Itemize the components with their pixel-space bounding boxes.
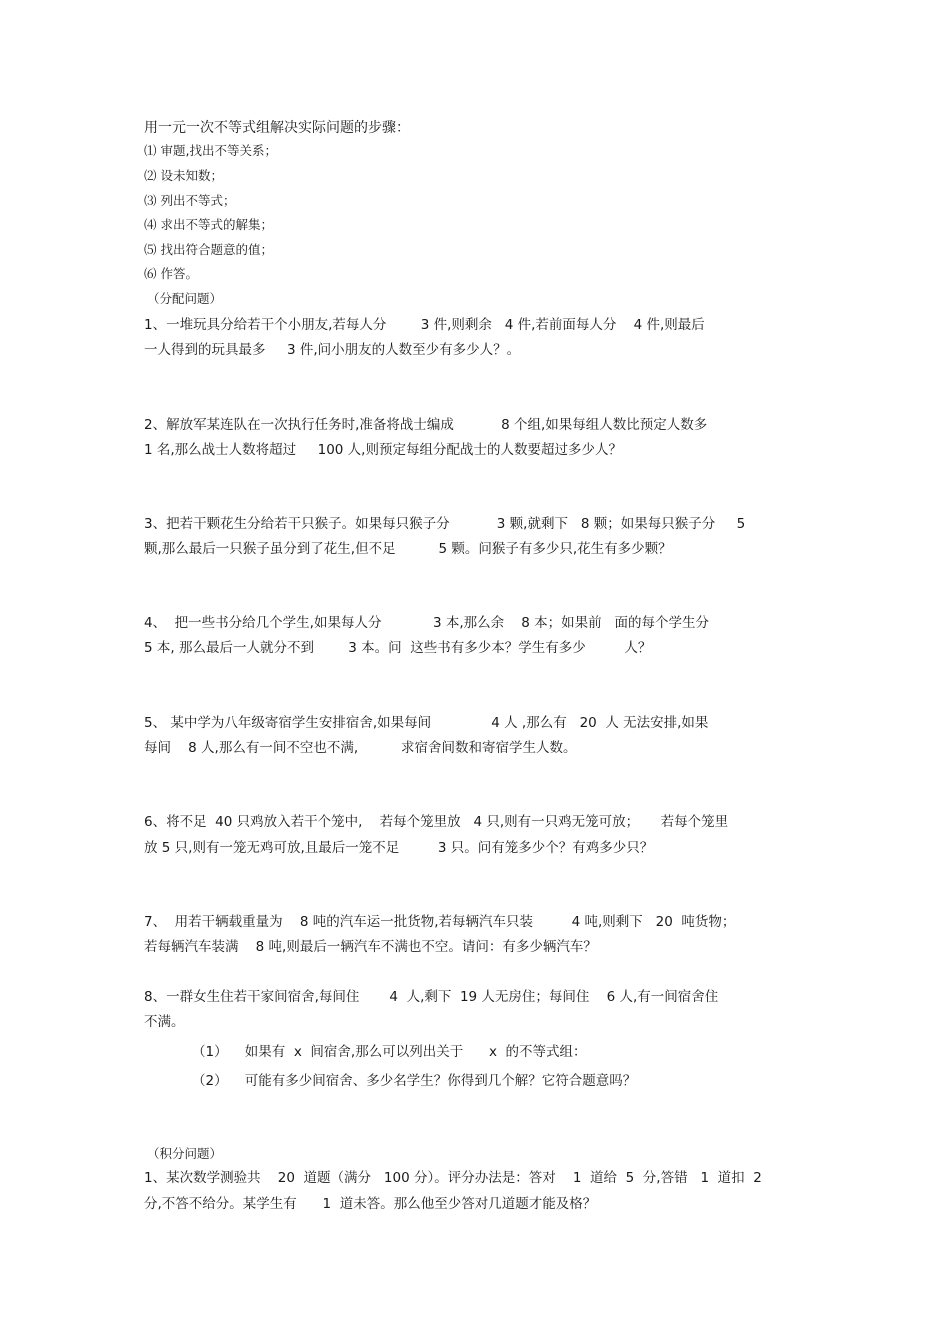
problem-4-line-1: 4、 把一些书分给几个学生,如果每人分 3 本,那么余 8 本；如果前 面的每个学生分: [144, 615, 710, 631]
section-heading-points: （积分问题）: [147, 1146, 223, 1161]
step-4: ⑷ 求出不等式的解集；: [144, 217, 273, 232]
subquestion-1: （1） 如果有 x 间宿舍,那么可以列出关于 x 的不等式组：: [192, 1044, 587, 1060]
step-6: ⑹ 作答。: [144, 266, 198, 281]
step-1: ⑴ 审题,找出不等关系；: [144, 143, 277, 158]
problem-6-line-1: 6、将不足 40 只鸡放入若干个笼中, 若每个笼里放 4 只,则有一只鸡无笼可放； 若每个笼里: [144, 814, 729, 830]
problem-4-line-2: 5 本, 那么最后一人就分不到 3 本。问 这些书有多少本？学生有多少 人？: [144, 640, 652, 656]
problem-3-line-1: 3、把若干颗花生分给若干只猴子。如果每只猴子分 3 颗,就剩下 8 颗；如果每只猴子分 5: [144, 516, 746, 532]
problem-2-line-2: 1 名,那么战士人数将超过 100 人,则预定每组分配战士的人数要超过多少人？: [144, 442, 622, 458]
problem-7-line-1: 7、 用若干辆载重量为 8 吨的汽车运一批货物,若每辆汽车只装 4 吨,则剩下 20 吨货物；: [144, 914, 736, 930]
problem-6-line-2: 放 5 只,则有一笼无鸡可放,且最后一笼不足 3 只。问有笼多少个？有鸡多少只？: [144, 840, 654, 856]
problem-8-line-1: 8、一群女生住若干家间宿舍,每间住 4 人,剩下 19 人无房住；每间住 6 人,有一间宿舍住: [144, 989, 719, 1005]
points-problem-line-2: 分,不答不给分。某学生有 1 道未答。那么他至少答对几道题才能及格？: [144, 1196, 597, 1212]
problem-1-line-1: 1、一堆玩具分给若干个小朋友,若每人分 3 件,则剩余 4 件,若前面每人分 4 件,则最后: [144, 317, 705, 333]
points-problem-line-1: 1、某次数学测验共 20 道题（满分 100 分）。评分办法是：答对 1 道给 5 分,答错 1 道扣 2: [144, 1170, 762, 1186]
page-title: 用一元一次不等式组解决实际问题的步骤：: [144, 120, 410, 136]
problem-1-line-2: 一人得到的玩具最多 3 件,问小朋友的人数至少有多少人？。: [144, 342, 521, 358]
section-heading-distribution: （分配问题）: [147, 291, 223, 306]
subquestion-2: （2） 可能有多少间宿舍、多少名学生？你得到几个解？它符合题意吗？: [192, 1073, 637, 1089]
problem-3-line-2: 颗,那么最后一只猴子虽分到了花生,但不足 5 颗。问猴子有多少只,花生有多少颗？: [144, 541, 672, 557]
step-5: ⑸ 找出符合题意的值；: [144, 242, 273, 257]
problem-8-line-2: 不满。: [144, 1014, 185, 1030]
step-2: ⑵ 设未知数；: [144, 168, 223, 183]
problem-2-line-1: 2、解放军某连队在一次执行任务时,准备将战士编成 8 个组,如果每组人数比预定人数多: [144, 417, 708, 433]
problem-5-line-2: 每间 8 人,那么有一间不空也不满, 求宿舍间数和寄宿学生人数。: [144, 740, 577, 756]
problem-7-line-2: 若每辆汽车装满 8 吨,则最后一辆汽车不满也不空。请问：有多少辆汽车？: [144, 939, 597, 955]
problem-5-line-1: 5、 某中学为八年级寄宿学生安排宿舍,如果每间 4 人 ,那么有 20 人 无法安排,如果: [144, 715, 709, 731]
step-3: ⑶ 列出不等式；: [144, 193, 236, 208]
